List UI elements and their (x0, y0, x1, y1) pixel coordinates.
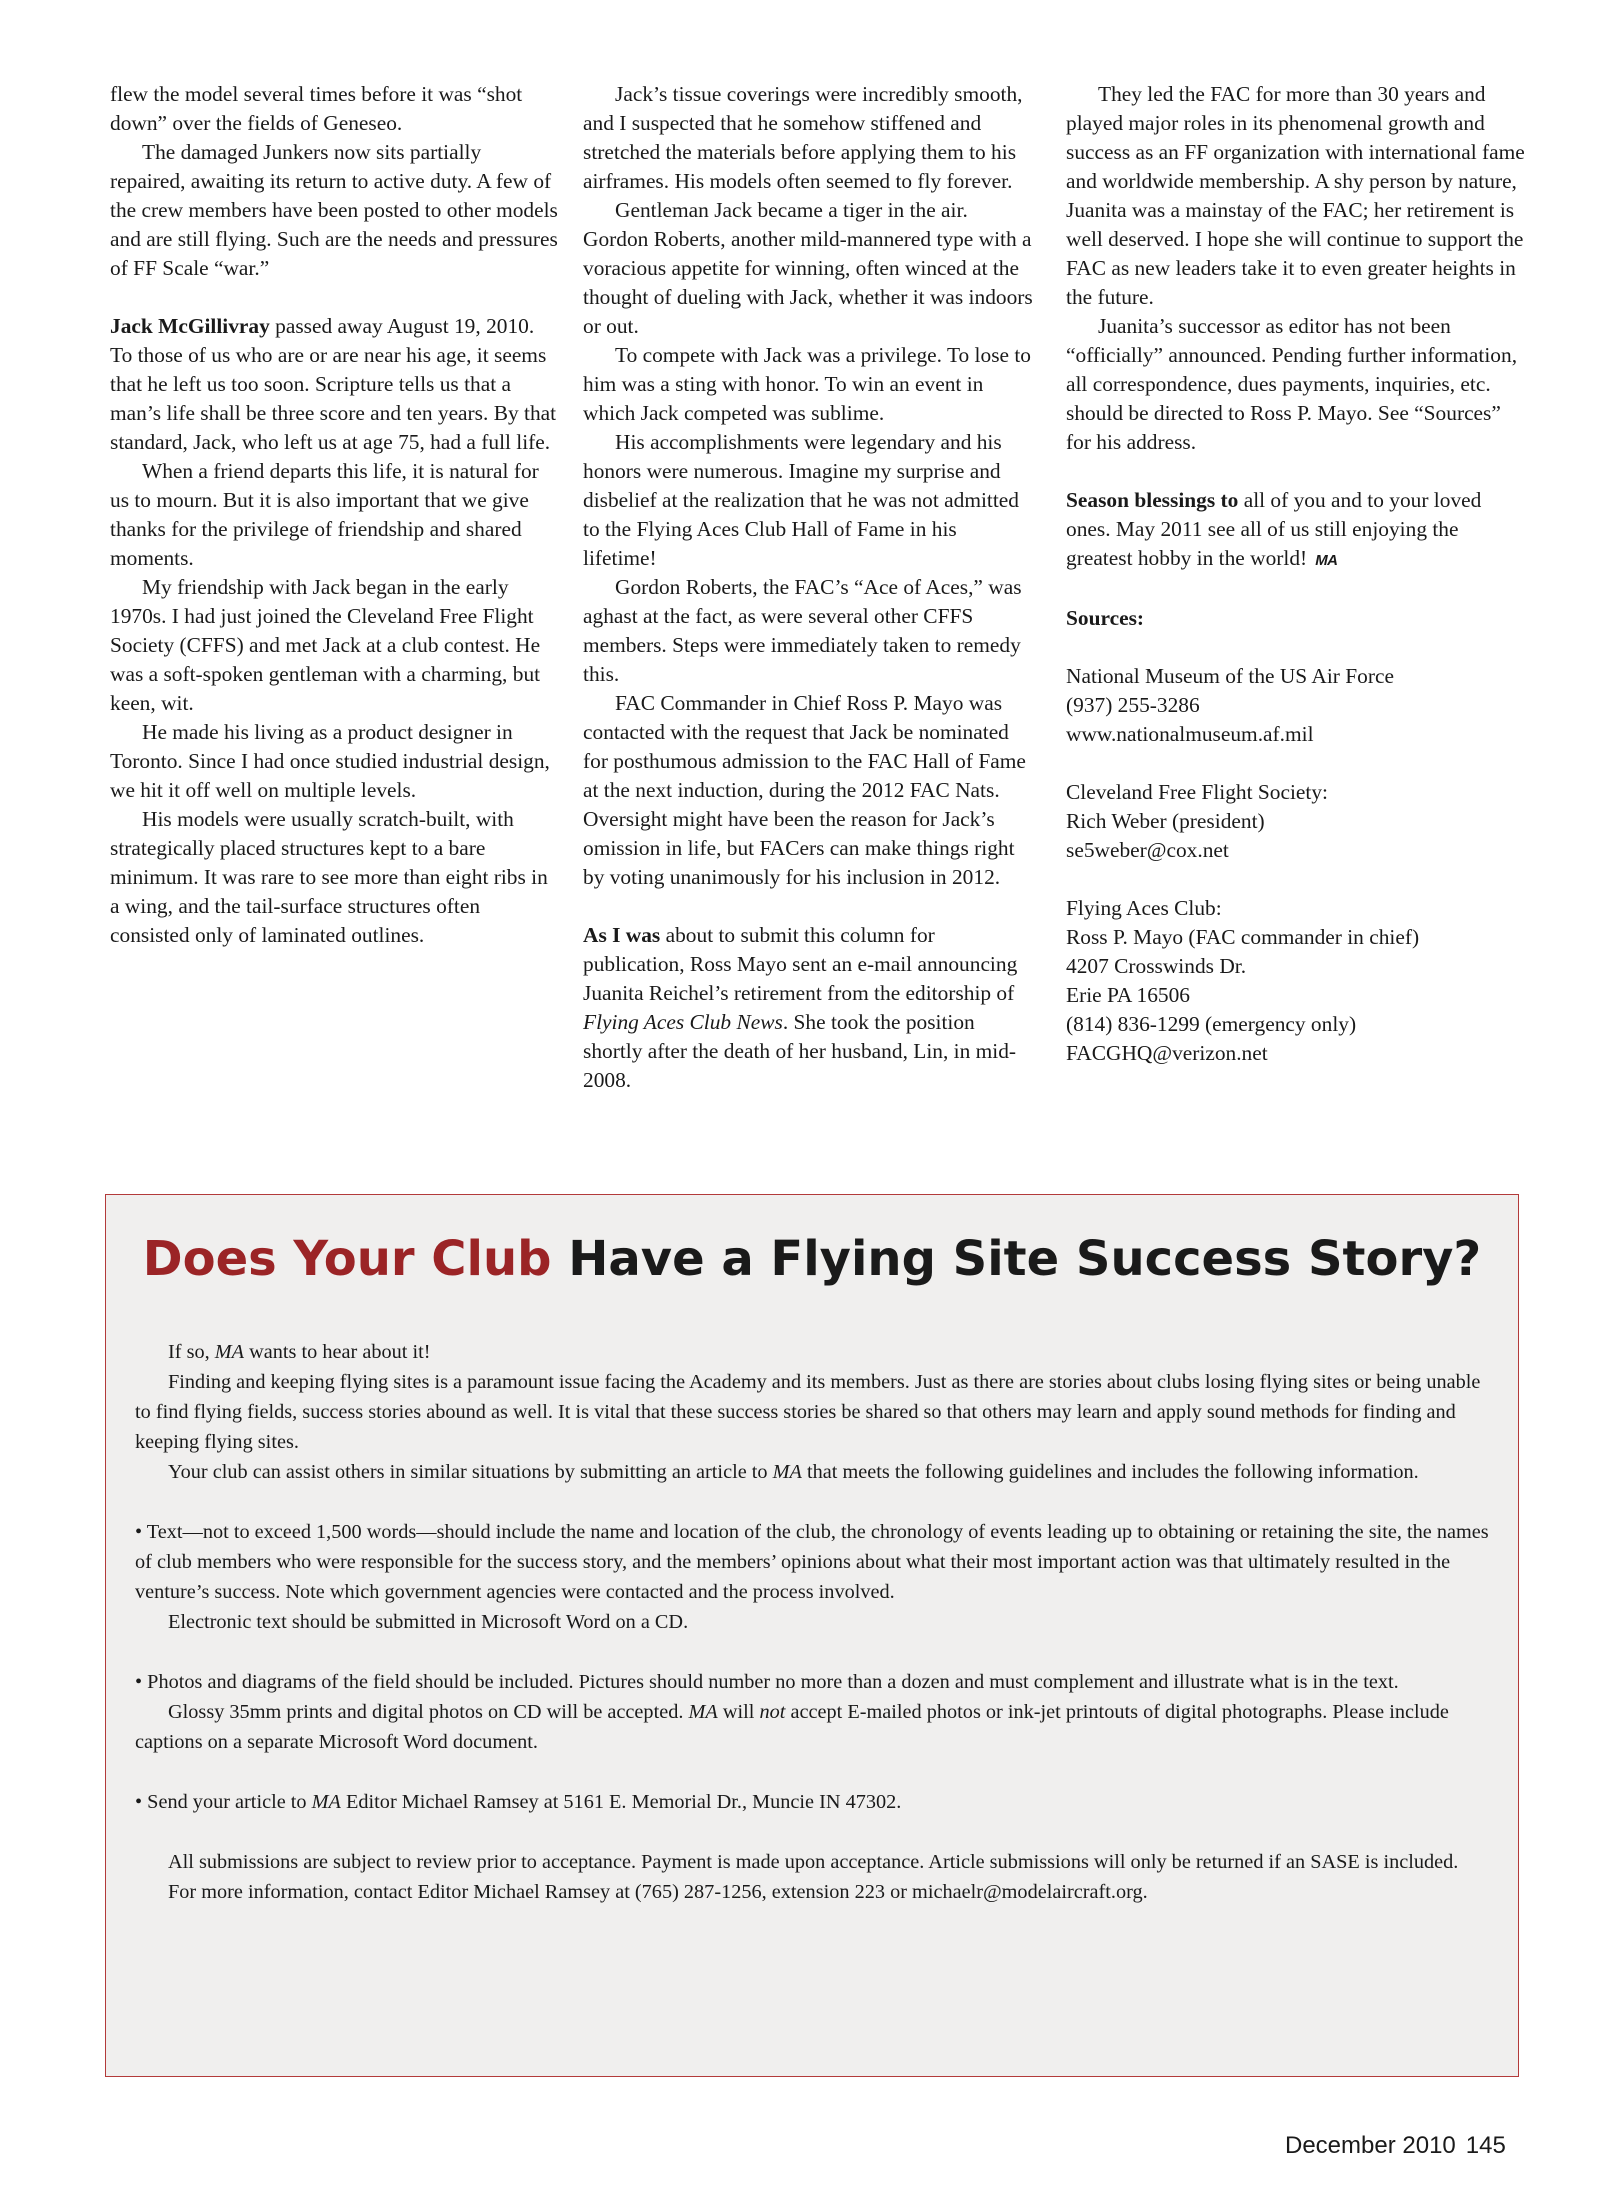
page-number: 145 (1465, 2132, 1506, 2159)
paragraph: The damaged Junkers now sits partially repaired, awaiting its return to active duty. A few of the crew members have been posted to other models and are still flying. Such are the needs and pressures of FF Scale “war.” (110, 140, 558, 280)
guideline-item: • Photos and diagrams of the field should be included. Pictures should number no more than a dozen and must complement and illustrate what is in the text. (135, 1671, 1399, 1693)
end-signature-mark: MA (1315, 552, 1338, 569)
paragraph: Jack McGillivray passed away August 19, 2010. To those of us who are or are near his age, it seems that he left us too soon. Scripture tells us that a man’s life shall be three score and ten years. By that standard, Jack, who left us at age 75, had a full life. (110, 314, 557, 454)
contact-paragraph: For more information, contact Editor Michael Ramsey at (765) 287-1256, extension 223 or michaelr@modelaircraft.org. (168, 1881, 1148, 1903)
issue-date: December 2010 (1285, 2132, 1456, 2159)
paragraph: As I was about to submit this column for publication, Ross Mayo sent an e-mail announcing Juanita Reichel’s retirement from the editorship of Flying Aces Club News. She took the position shortly after the death of her husband, Lin, in mid-2008. (583, 923, 1018, 1092)
paragraph: Finding and keeping flying sites is a paramount issue facing the Academy and its members. Just as there are stories about clubs losing flying sites or being unable to find flying fields, success stories abound as well. It is vital that these success stories be shared so that others may learn and apply sound methods for finding and keeping flying sites. (135, 1371, 1481, 1453)
paragraph: Jack’s tissue coverings were incredibly smooth, and I suspected that he somehow stiffened and stretched the materials before applying them to his airframes. His models often seemed to fly forever. (583, 82, 1023, 193)
sources-heading: Sources: (1066, 606, 1145, 630)
paragraph: He made his living as a product designer in Toronto. Since I had once studied industrial design, we hit it off well on multiple levels. (110, 720, 550, 802)
paragraph: His models were usually scratch-built, with strategically placed structures kept to a bare minimum. It was rare to see more than eight ribs in a wing, and the tail-surface structures often consisted only of laminated outlines. (110, 807, 548, 947)
callout-box (105, 1194, 1519, 2077)
callout-body (135, 1337, 1491, 1907)
source-email[interactable]: FACGHQ@verizon.net (1066, 1041, 1268, 1065)
paragraph: FAC Commander in Chief Ross P. Mayo was contacted with the request that Jack be nominated for posthumous admission to the FAC Hall of Fame at the next induction, during the 2012 FAC Nats. Oversight might have been the reason for Jack’s omission in life, but FACers can make things right by voting unanimously for his inclusion in 2012. (583, 691, 1026, 889)
source-email[interactable]: se5weber@cox.net (1066, 838, 1229, 862)
paragraph: When a friend departs this life, it is natural for us to mourn. But it is also important that we give thanks for the privilege of friendship and shared moments. (110, 459, 539, 570)
paragraph: flew the model several times before it was “shot down” over the fields of Geneseo. (110, 82, 523, 135)
paragraph: They led the FAC for more than 30 years and played major roles in its phenomenal growth and success as an FF organization with international fame and worldwide membership. A shy person by nature, Juanita was a mainstay of the FAC; her retirement is well deserved. I hope she will continue to support the FAC as new leaders take it to even greater heights in the future. (1066, 82, 1525, 309)
lead-in-bold: Season blessings to (1066, 488, 1239, 512)
source-url[interactable]: www.nationalmuseum.af.mil (1066, 722, 1314, 746)
callout-title: Does Your Club Have a Flying Site Success Story? (142, 1231, 1482, 1287)
paragraph: Electronic text should be submitted in Microsoft Word on a CD. (168, 1611, 689, 1633)
paragraph: My friendship with Jack began in the early 1970s. I had just joined the Cleveland Free Flight Society (CFFS) and met Jack at a club contest. He was a soft-spoken gentleman with a charming, but keen, wit. (110, 575, 541, 715)
publication-title: Flying Aces Club News (583, 1010, 783, 1034)
source-entry: National Museum of the US Air Force (937) 255-3286 www.nationalmuseum.af.mil (1066, 662, 1526, 749)
paragraph: To compete with Jack was a privilege. To lose to him was a sting with honor. To win an event in which Jack competed was sublime. (583, 343, 1031, 425)
paragraph: Juanita’s successor as editor has not been “officially” announced. Pending further information, all correspondence, dues payments, inquiries, etc. should be directed to Ross P. Mayo. See “Sources” for his address. (1066, 314, 1518, 454)
lead-in-bold: As I was (583, 923, 661, 947)
article-column-1 (110, 80, 560, 950)
article-column-2 (583, 80, 1033, 1095)
paragraph: Gentleman Jack became a tiger in the air. Gordon Roberts, another mild-mannered type with a voracious appetite for winning, often winced at the thought of dueling with Jack, whether it was indoors or out. (583, 198, 1033, 338)
paragraph: Your club can assist others in similar situations by submitting an article to MA that meets the following guidelines and includes the following information. (168, 1461, 1419, 1483)
source-entry: Cleveland Free Flight Society: Rich Weber (president) se5weber@cox.net (1066, 778, 1526, 865)
paragraph: His accomplishments were legendary and his honors were numerous. Imagine my surprise and disbelief at the realization that he was not admitted to the Flying Aces Club Hall of Fame in his lifetime! (583, 430, 1019, 570)
lead-in-bold: Jack McGillivray (110, 314, 270, 338)
guideline-item: • Text—not to exceed 1,500 words—should include the name and location of the club, the chronology of events leading up to obtaining or retaining the site, the names of club members who were responsible for the success story, and the members’ opinions about what their most important action was that ultimately resulted in the venture’s success. Note which government agencies were contacted and the process involved. (135, 1521, 1489, 1603)
source-entry: Flying Aces Club: Ross P. Mayo (FAC commander in chief) 4207 Crosswinds Dr. Erie PA 16506 (814) 836-1299 (emergency only) FACGHQ@verizon.net (1066, 894, 1526, 1068)
paragraph: If so, MA wants to hear about it! (168, 1341, 431, 1363)
guideline-item: • Send your article to MA Editor Michael Ramsey at 5161 E. Memorial Dr., Muncie IN 47302. (135, 1791, 902, 1813)
article-column-3 (1066, 80, 1526, 1068)
paragraph: All submissions are subject to review prior to acceptance. Payment is made upon acceptance. Article submissions will only be returned if an SASE is included. (168, 1851, 1459, 1873)
paragraph: Season blessings to all of you and to your loved ones. May 2011 see all of us still enjoying the greatest hobby in the world! MA (1066, 488, 1482, 570)
page-footer (1285, 2132, 1506, 2160)
paragraph: Glossy 35mm prints and digital photos on CD will be accepted. MA will not accept E-mailed photos or ink-jet printouts of digital photographs. Please include captions on a separate Microsoft Word document. (135, 1701, 1449, 1753)
paragraph: Gordon Roberts, the FAC’s “Ace of Aces,” was aghast at the fact, as were several other CFFS members. Steps were immediately taken to remedy this. (583, 575, 1022, 686)
